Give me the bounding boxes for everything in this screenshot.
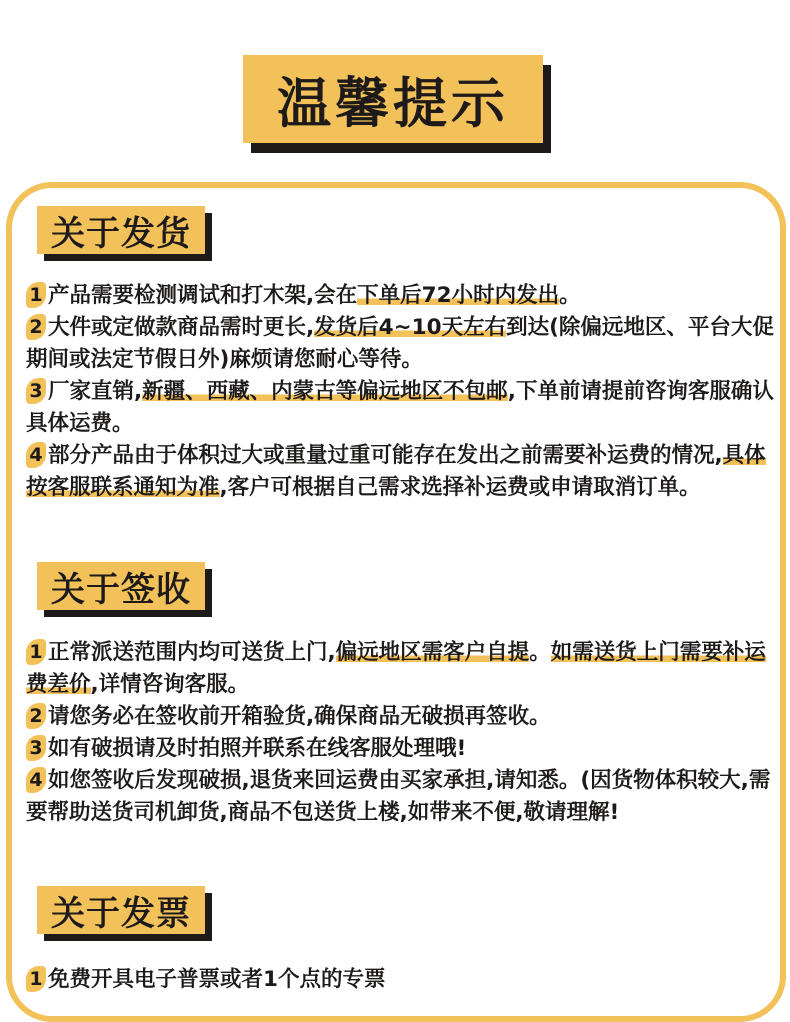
item-number-badge: 1 [26,966,46,992]
item-text: 到达(除偏远地区、平台大促期间或法定节假日外)麻烦请您耐心等待。 [26,315,774,372]
highlighted-text: 偏远地区需客户自提 [335,640,530,665]
receipt-list [26,637,778,829]
list-item [26,701,778,733]
list-item [26,637,778,701]
item-number-badge: 3 [26,378,46,404]
item-text: ,下单前请提前咨询客服确认具体运费。 [26,379,774,436]
item-text: 大件或定做款商品需时更长, [48,315,315,340]
page-title-text: 温馨提示 [277,71,509,135]
highlighted-text: 具体按客服联系通知为准 [26,443,766,500]
highlighted-text: 新疆、西藏、内蒙古等偏远地区不包邮 [142,379,508,404]
section-heading-text: 关于签收 [51,569,191,610]
item-number-badge: 1 [26,282,46,308]
item-text: 。 [559,283,581,308]
section-heading-text: 关于发票 [51,893,191,934]
item-text: 如您签收后发现破损,退货来回运费由买家承担,请知悉。(因货物体积较大,需要帮助送货司机卸货,商品不包送货上楼,如带来不便,敬请理解! [26,768,771,825]
item-text: 请您务必在签收前开箱验货,确保商品无破损再签收。 [48,704,551,729]
highlighted-text: 下单后72小时内发出 [357,283,560,308]
item-text: 产品需要检测调试和打木架,会在 [48,283,358,308]
item-number-badge: 4 [26,442,46,468]
item-text: 免费开具电子普票或者1个点的专票 [48,967,386,992]
item-number-badge: 2 [26,314,46,340]
item-text: 厂家直销, [48,379,143,404]
item-text: ,客户可根据自己需求选择补运费或申请取消订单。 [219,475,701,500]
list-item [26,312,778,376]
page-title [243,55,543,143]
list-item [26,964,778,996]
item-text: ,详情咨询客服。 [90,672,250,697]
section-heading-text: 关于发货 [51,213,191,254]
item-text: 如有破损请及时拍照并联系在线客服处理哦! [48,736,467,761]
list-item [26,376,778,440]
list-item [26,440,778,504]
invoice-list [26,964,778,996]
list-item [26,765,778,829]
item-number-badge: 2 [26,703,46,729]
list-item [26,733,778,765]
list-item [26,280,778,312]
shipping-list [26,280,778,504]
item-text: 。 [529,640,551,665]
section-heading-shipping [37,206,205,254]
section-heading-invoice [37,886,205,934]
item-text: 正常派送范围内均可送货上门, [48,640,336,665]
item-text: 部分产品由于体积过大或重量过重可能存在发出之前需要补运费的情况, [48,443,723,468]
section-heading-receipt [37,562,205,610]
item-number-badge: 4 [26,767,46,793]
highlighted-text: 如需送货上门需要补运费差价 [26,640,766,697]
item-number-badge: 3 [26,735,46,761]
item-number-badge: 1 [26,639,46,665]
highlighted-text: 发货后4~10天左右 [314,315,507,340]
